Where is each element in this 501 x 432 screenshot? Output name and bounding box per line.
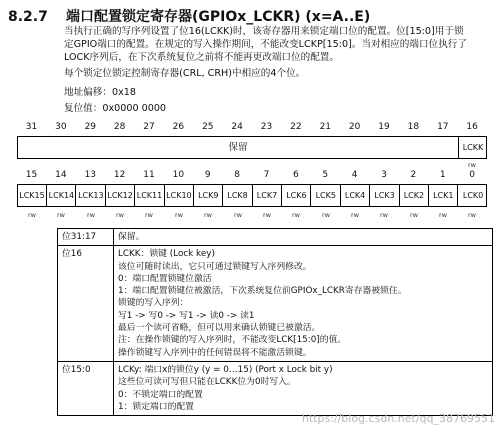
table-row bbox=[58, 246, 493, 362]
bit-number: 14 bbox=[55, 170, 67, 180]
bit-number: 31 bbox=[25, 122, 38, 132]
register-upper-row bbox=[17, 136, 487, 159]
lock-field: LCK8 bbox=[224, 185, 253, 206]
address-offset: 地址偏移：0x18 bbox=[64, 87, 136, 98]
description-line: 该位可随时读出，它只可通过锁键写入序列修改。 bbox=[118, 261, 312, 272]
intro-line-1: 当执行正确的写序列设置了位16(LCKK)时，该寄存器用来锁定端口位的配置。位[15:0]用于锁 bbox=[64, 26, 464, 37]
bit-number: 4 bbox=[351, 170, 358, 180]
description-line: LCKy: 端口x的锁位y (y = 0…15) (Port x Lock bit y) bbox=[118, 364, 333, 375]
access-label: rw bbox=[292, 211, 300, 219]
bit-number: 19 bbox=[378, 122, 390, 132]
access-label: rw bbox=[204, 211, 212, 219]
bit-number: 0 bbox=[469, 170, 475, 180]
description-line: 保留。 bbox=[118, 232, 145, 242]
bit-number: 17 bbox=[437, 122, 449, 132]
bit-number: 21 bbox=[319, 122, 332, 132]
description-line: 1：端口配置锁键位被激活，下次系统复位前GPIOx_LCKR寄存器被锁住。 bbox=[118, 286, 407, 297]
bit-number: 30 bbox=[55, 122, 67, 132]
table-row bbox=[58, 229, 493, 246]
bit-description bbox=[114, 246, 493, 362]
bit-number: 16 bbox=[466, 122, 478, 132]
lock-field: LCK14 bbox=[47, 185, 76, 206]
bit-number: 29 bbox=[84, 122, 97, 132]
lock-field: LCK15 bbox=[18, 185, 47, 206]
bit-number: 9 bbox=[204, 170, 211, 180]
bit-number: 27 bbox=[143, 122, 155, 132]
lock-field: LCK11 bbox=[136, 185, 165, 206]
access-label: rw bbox=[351, 211, 359, 219]
bit-number: 12 bbox=[113, 170, 126, 180]
bit-number: 20 bbox=[348, 122, 361, 132]
bit-number: 23 bbox=[260, 122, 273, 132]
lock-field: LCK13 bbox=[77, 185, 106, 206]
intro-line-2: 定GPIO端口的配置。在规定的写入操作期间，不能改变LCKP[15:0]。当对相应的端口位执行了 bbox=[64, 39, 467, 50]
watermark: https://blog.csdn.net/qq_38769551 bbox=[301, 412, 495, 425]
lock-field: LCK3 bbox=[371, 185, 400, 206]
bit-description bbox=[114, 229, 493, 246]
access-label: rw bbox=[322, 211, 330, 219]
bit-number: 5 bbox=[322, 170, 329, 180]
access-label: rw bbox=[57, 211, 65, 219]
access-label: rw bbox=[234, 211, 242, 219]
bit-number: 2 bbox=[410, 170, 417, 180]
access-label: rw bbox=[87, 211, 95, 219]
access-label: rw bbox=[380, 211, 388, 219]
description-line: 锁键的写入序列： bbox=[118, 298, 189, 309]
bit-range: 位15:0 bbox=[58, 361, 114, 415]
intro-line-4: 每个锁定位锁定控制寄存器(CRL, CRH)中相应的4个位。 bbox=[64, 68, 306, 79]
access-label: rw bbox=[145, 211, 153, 219]
lock-field: LCK2 bbox=[400, 185, 429, 206]
bit-number: 22 bbox=[290, 122, 302, 132]
description-line: 0：不锁定端口的配置 bbox=[118, 389, 203, 400]
reserved-field: 保留 bbox=[18, 137, 459, 158]
lock-field: LCK1 bbox=[429, 185, 458, 206]
section-heading bbox=[8, 6, 370, 26]
bit-number: 8 bbox=[234, 170, 240, 180]
reset-value: 复位值：0x0000 0000 bbox=[64, 103, 167, 114]
bit-number: 24 bbox=[231, 122, 243, 132]
table-row bbox=[58, 361, 493, 415]
bit-number: 11 bbox=[143, 170, 155, 180]
bit-number: 3 bbox=[381, 170, 387, 180]
bit-number: 6 bbox=[293, 170, 299, 180]
bit-range: 位16 bbox=[58, 246, 114, 362]
lock-field: LCK12 bbox=[106, 185, 135, 206]
upper-bit-numbers bbox=[17, 122, 487, 134]
lock-field: LCK0 bbox=[462, 191, 484, 200]
bit-number: 18 bbox=[407, 122, 420, 132]
bit-number: 15 bbox=[25, 170, 38, 180]
intro-line-3: LOCK序列后，在下次系统复位之前将不能再更改端口位的配置。 bbox=[64, 52, 339, 63]
lock-field: LCK7 bbox=[253, 185, 282, 206]
bit-number: 1 bbox=[439, 170, 446, 180]
lock-field: LCK9 bbox=[194, 185, 223, 206]
access-label: rw bbox=[116, 211, 124, 219]
bit-range: 位31:17 bbox=[58, 229, 114, 246]
description-line: 1：锁定端口的配置 bbox=[118, 401, 194, 412]
lckk-field: LCKK bbox=[462, 143, 484, 152]
lock-field: LCK6 bbox=[282, 185, 311, 206]
bit-number: 13 bbox=[84, 170, 97, 180]
register-lower-row bbox=[17, 184, 487, 207]
bit-number: 10 bbox=[172, 170, 185, 180]
access-label: rw bbox=[263, 211, 271, 219]
description-line: 0：端口配置锁键位激活 bbox=[118, 273, 212, 284]
section-number: 8.2.7 bbox=[8, 9, 48, 25]
bit-number: 26 bbox=[172, 122, 185, 132]
access-label: rw bbox=[28, 211, 36, 219]
lock-field: LCK10 bbox=[165, 185, 194, 206]
access-label: rw bbox=[468, 161, 476, 169]
bit-number: 28 bbox=[113, 122, 126, 132]
section-title: 端口配置锁定寄存器(GPIOx_LCKR) (x=A..E) bbox=[66, 9, 371, 25]
bit-description-table bbox=[57, 228, 493, 416]
description-line: LCKK：锁键 (Lock key) bbox=[118, 249, 215, 260]
description-line: 写1 -> 写0 -> 写1 -> 读0 -> 读1 bbox=[118, 310, 255, 321]
access-label: rw bbox=[175, 211, 183, 219]
lock-field: LCK4 bbox=[341, 185, 370, 206]
description-line: 最后一个读可省略，但可以用来确认锁键已被激活。 bbox=[118, 323, 321, 334]
bit-number: 25 bbox=[202, 122, 214, 132]
description-line: 这些位可读可写但只能在LCKK位为0时写入。 bbox=[118, 377, 296, 388]
access-label: rw bbox=[468, 211, 476, 219]
description-line: 操作锁键写入序列中的任何错误将不能激活锁键。 bbox=[118, 347, 312, 358]
access-label: rw bbox=[439, 211, 447, 219]
lower-bit-numbers bbox=[17, 170, 487, 182]
lock-field: LCK5 bbox=[312, 185, 341, 206]
access-label: rw bbox=[410, 211, 418, 219]
bit-number: 7 bbox=[263, 170, 270, 180]
description-line: 注：在操作锁键的写入序列时，不能改变LCK[15:0]的值。 bbox=[118, 335, 347, 346]
bit-description bbox=[114, 361, 493, 415]
